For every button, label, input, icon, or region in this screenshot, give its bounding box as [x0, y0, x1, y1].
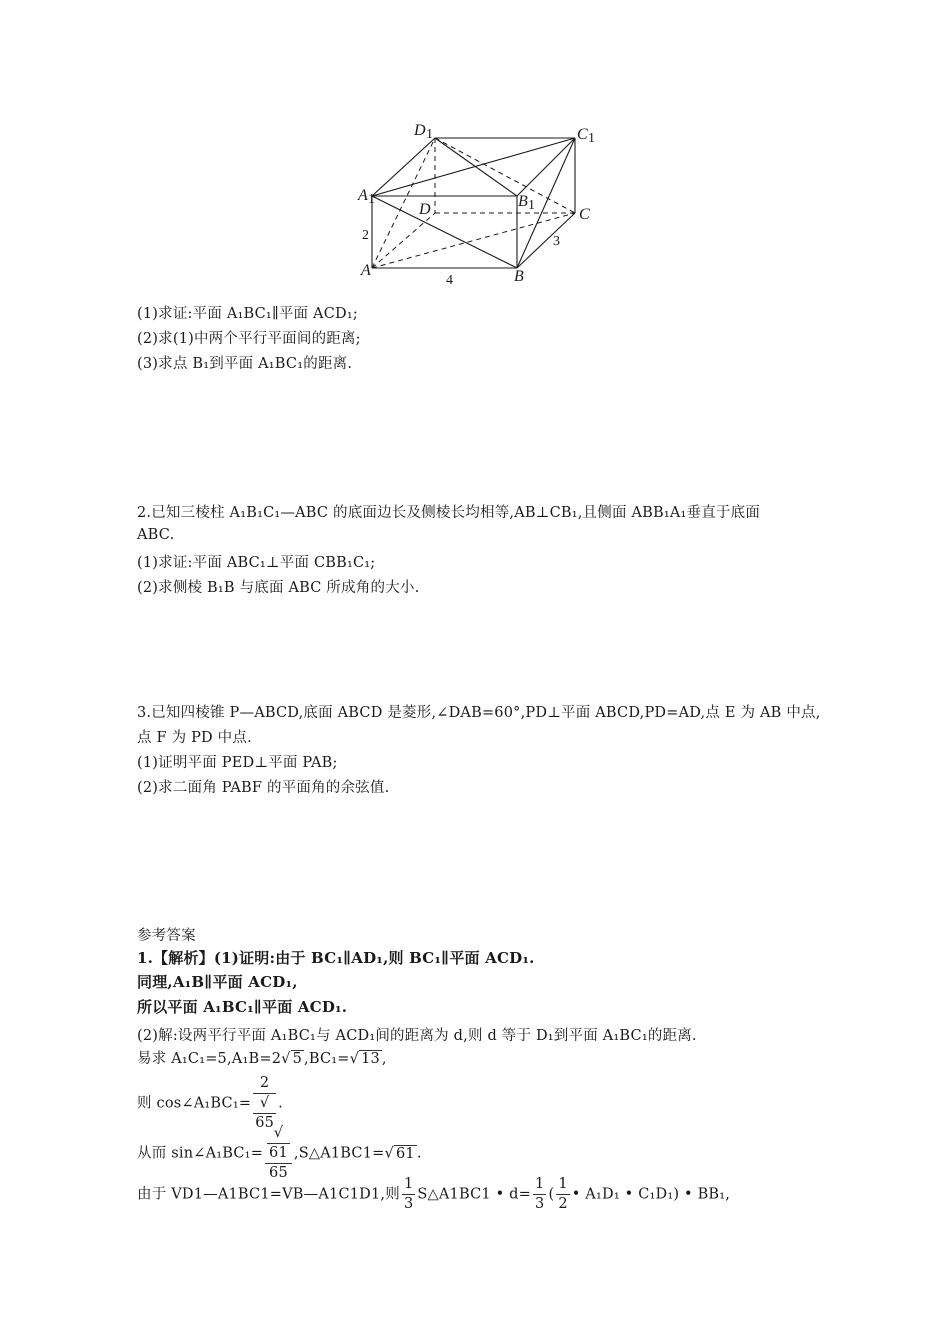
- a5-prefix: 易求 A₁C₁=5,A₁B=: [137, 1051, 272, 1067]
- a6-prefix: 则 cos∠A₁BC₁=: [137, 1095, 252, 1112]
- label-A1: A: [358, 187, 368, 204]
- a5-root1: 5: [292, 1051, 303, 1067]
- problem1-q2: (2)求(1)中两个平行平面间的距离;: [137, 331, 361, 347]
- a6-suffix: .: [278, 1095, 283, 1112]
- a5-mid: ,BC₁=: [304, 1051, 350, 1067]
- label-A: A: [361, 262, 371, 279]
- problem1-q3: (3)求点 B₁到平面 A₁BC₁的距离.: [137, 356, 353, 372]
- a8-suffix: • A₁D₁ • C₁D₁) • BB₁,: [571, 1186, 731, 1203]
- answer1-line3: 所以平面 A₁BC₁∥平面 ACD₁.: [137, 998, 348, 1016]
- a8-fraction2: $\frac{1}{3}$: [535, 1176, 545, 1212]
- a8-prefix: 由于 VD1—A1BC1=VB—A1C1D1,则: [137, 1186, 400, 1203]
- label-C1-sub: 1: [588, 131, 595, 146]
- a6-den: √ 65: [255, 1095, 275, 1131]
- problem1-q1: (1)求证:平面 A₁BC₁∥平面 ACD₁;: [137, 306, 358, 322]
- sqrt-sign: √: [384, 1145, 394, 1162]
- problem3-q2: (2)求二面角 PABF 的平面角的余弦值.: [137, 780, 390, 796]
- a5-root2: 13: [361, 1051, 380, 1067]
- sqrt-sign: √: [281, 1051, 291, 1067]
- label-D1-sub: 1: [426, 127, 433, 142]
- problem2-stem-line1: 2.已知三棱柱 A₁B₁C₁—ABC 的底面边长及侧棱长均相等,AB⊥CB₁,且侧面 ABB₁A₁垂直于底面: [137, 505, 761, 521]
- label-D1: D: [414, 122, 426, 139]
- problem3-stem-line1: 3.已知四棱锥 P—ABCD,底面 ABCD 是菱形,∠DAB=60°,PD⊥平面 ABCD,PD=AD,点 E 为 AB 中点,: [137, 705, 821, 721]
- answer1-line4: (2)解:设两平行平面 A₁BC₁与 ACD₁间的距离为 d,则 d 等于 D₁到平面 A₁BC₁的距离.: [137, 1028, 697, 1044]
- label-D: D: [419, 201, 431, 218]
- problem3-stem-line2: 点 F 为 PD 中点.: [137, 730, 252, 746]
- a8-paren: (: [548, 1186, 555, 1203]
- label-B: B: [514, 268, 524, 285]
- dim-height: 2: [362, 228, 369, 243]
- label-B1: B: [518, 193, 528, 210]
- a8-mid1: S△A1BC1 • d=: [417, 1186, 532, 1203]
- dim-width: 4: [446, 273, 453, 288]
- a7-suffix: .: [416, 1145, 422, 1162]
- label-C1: C: [577, 126, 588, 143]
- sqrt-sign: √: [349, 1051, 360, 1067]
- problem2-q1: (1)求证:平面 ABC₁⊥平面 CBB₁C₁;: [137, 555, 376, 571]
- problem3-q1: (1)证明平面 PED⊥平面 PAB;: [137, 755, 338, 771]
- a7-root: 61: [395, 1145, 415, 1162]
- answers-heading: 参考答案: [137, 928, 196, 944]
- a8-fraction1: $\frac{1}{3}$: [403, 1176, 414, 1212]
- a5-suffix: ,: [381, 1051, 387, 1067]
- a7-mid: ,S△A1BC1=: [293, 1145, 385, 1162]
- answer1-line8: [137, 1175, 730, 1214]
- a8-fraction3: $\frac{1}{2}$: [558, 1176, 568, 1212]
- dim-depth: 3: [553, 234, 560, 249]
- problem2-q2: (2)求侧棱 B₁B 与底面 ABC 所成角的大小.: [137, 580, 420, 596]
- a7-num: √ 61: [265, 1124, 292, 1164]
- answer1-line1: 1.【解析】(1)证明:由于 BC₁∥AD₁,则 BC₁∥平面 ACD₁.: [137, 949, 535, 967]
- a7-prefix: 从而 sin∠A₁BC₁=: [137, 1145, 264, 1162]
- prism-figure: [350, 118, 610, 293]
- label-A1-sub: 1: [368, 192, 375, 207]
- label-C: C: [579, 206, 590, 223]
- answer1-line5: [137, 1047, 387, 1068]
- a7-den: 65: [269, 1165, 288, 1181]
- label-B1-sub: 1: [528, 198, 535, 213]
- answer1-line2: 同理,A₁B∥平面 ACD₁,: [137, 973, 298, 991]
- a6-num: 2: [253, 1074, 276, 1094]
- problem2-stem-line2: ABC.: [137, 527, 175, 543]
- a5-coef: 2: [271, 1051, 282, 1067]
